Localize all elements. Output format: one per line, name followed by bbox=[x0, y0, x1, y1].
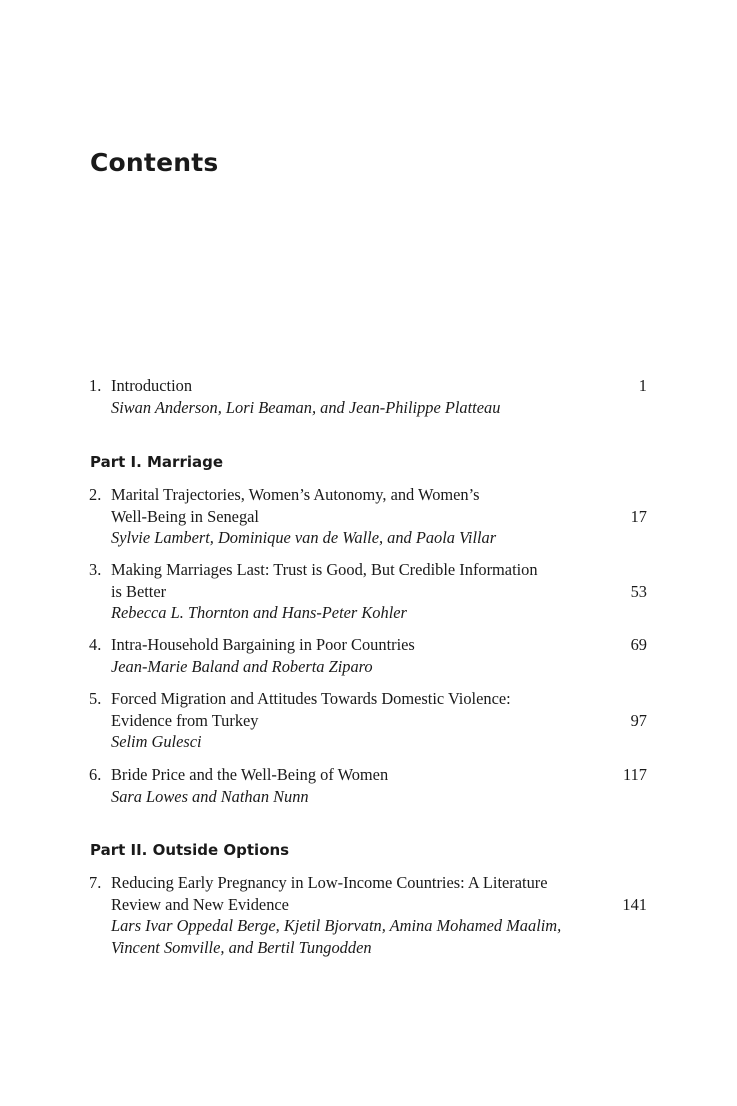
chapter-title: Forced Migration and Attitudes Towards Domestic Violence: bbox=[111, 689, 511, 708]
chapter-title-line bbox=[89, 764, 647, 786]
page-number: 69 bbox=[630, 635, 647, 654]
chapter-title: Reducing Early Pregnancy in Low-Income Countries: A Literature bbox=[111, 873, 548, 892]
chapter-number: 6. bbox=[89, 765, 102, 784]
chapter-title: Intra-Household Bargaining in Poor Countries bbox=[111, 635, 415, 654]
chapter-authors: Selim Gulesci bbox=[111, 732, 202, 751]
part-heading-marriage: Part I. Marriage bbox=[90, 453, 224, 471]
chapter-title: Bride Price and the Well-Being of Women bbox=[111, 765, 389, 784]
page-number: 17 bbox=[630, 506, 647, 526]
chapter-title-continued: Review and New Evidence bbox=[111, 894, 289, 914]
chapter-authors: Lars Ivar Oppedal Berge, Kjetil Bjorvatn, Amina Mohamed Maalim, bbox=[111, 916, 562, 935]
chapter-title: Making Marriages Last: Trust is Good, But Credible Information bbox=[111, 560, 538, 579]
toc-entry-chapter-4[interactable] bbox=[89, 634, 647, 677]
chapter-title-line bbox=[89, 375, 647, 397]
chapter-authors: Jean-Marie Baland and Roberta Ziparo bbox=[111, 656, 373, 676]
chapter-number: 5. bbox=[89, 689, 102, 708]
toc-entry-chapter-7[interactable] bbox=[89, 872, 647, 958]
chapter-title-line bbox=[89, 872, 647, 894]
chapter-number: 1. bbox=[89, 376, 102, 395]
part-heading-outside-options: Part II. Outside Options bbox=[90, 841, 290, 859]
chapter-title-line bbox=[89, 710, 647, 732]
page-number: 1 bbox=[638, 376, 647, 395]
chapter-title: Marital Trajectories, Women’s Autonomy, and Women’s bbox=[111, 485, 480, 504]
chapter-title: Introduction bbox=[111, 376, 193, 395]
chapter-number: 4. bbox=[89, 635, 102, 654]
page-title: Contents bbox=[90, 148, 219, 177]
chapter-authors: Sylvie Lambert, Dominique van de Walle, and Paola Villar bbox=[111, 528, 497, 547]
chapter-title-continued: is Better bbox=[111, 581, 167, 601]
chapter-title-line bbox=[89, 634, 647, 656]
toc-entry-chapter-2[interactable] bbox=[89, 484, 647, 549]
chapter-title-line bbox=[89, 581, 647, 603]
chapter-title-continued: Well-Being in Senegal bbox=[111, 506, 259, 526]
chapter-number: 2. bbox=[89, 485, 102, 504]
chapter-number: 3. bbox=[89, 560, 102, 579]
chapter-title-line bbox=[89, 484, 647, 506]
page-number: 53 bbox=[630, 581, 647, 601]
chapter-title-continued: Evidence from Turkey bbox=[111, 710, 259, 730]
chapter-authors: Sara Lowes and Nathan Nunn bbox=[111, 786, 309, 806]
toc-entry-chapter-6[interactable] bbox=[89, 764, 647, 807]
chapter-title-line bbox=[89, 506, 647, 528]
chapter-authors: Rebecca L. Thornton and Hans-Peter Kohler bbox=[111, 603, 407, 622]
page-number: 97 bbox=[630, 710, 647, 730]
chapter-title-line bbox=[89, 894, 647, 916]
chapter-number: 7. bbox=[89, 873, 102, 892]
chapter-title-line bbox=[89, 559, 647, 581]
page-number: 141 bbox=[622, 894, 647, 914]
toc-entry-chapter-1[interactable] bbox=[89, 375, 647, 418]
chapter-title-line bbox=[89, 688, 647, 710]
chapter-authors-continued: Vincent Somville, and Bertil Tungodden bbox=[111, 937, 372, 957]
toc-entry-chapter-3[interactable] bbox=[89, 559, 647, 624]
toc-entry-chapter-5[interactable] bbox=[89, 688, 647, 753]
page-number: 117 bbox=[623, 765, 647, 784]
chapter-authors: Siwan Anderson, Lori Beaman, and Jean-Philippe Platteau bbox=[111, 397, 501, 417]
